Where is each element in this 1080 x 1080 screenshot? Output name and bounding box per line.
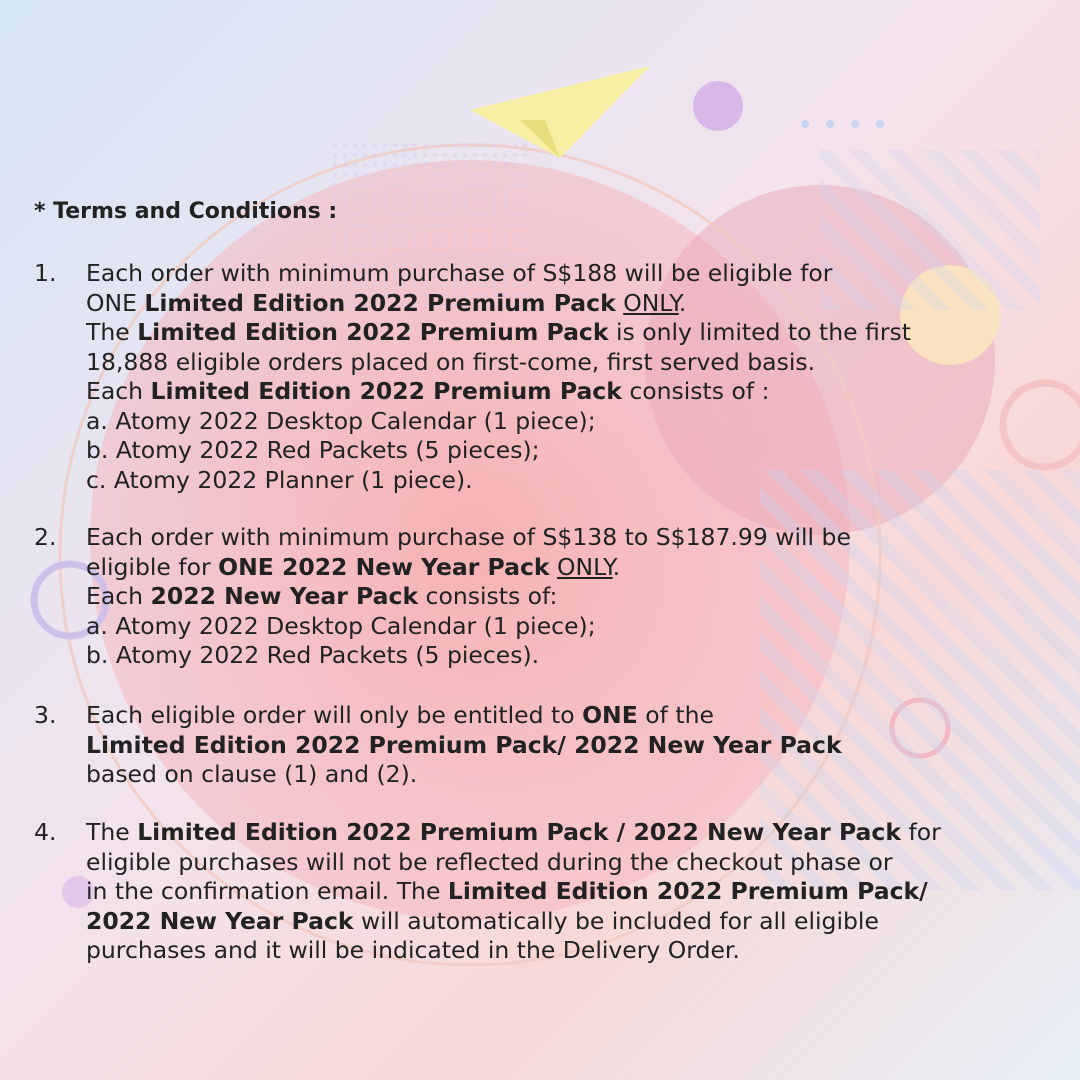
clause-line <box>86 318 1046 348</box>
text-run: b. Atomy 2022 Red Packets (5 pieces). <box>86 641 540 669</box>
text-run: Each order with minimum purchase of S$138 to S$187.99 will be <box>86 523 851 551</box>
text-run: Limited Edition 2022 Premium Pack/ <box>447 877 928 905</box>
text-run: The <box>86 318 138 346</box>
text-run: ONE <box>86 288 145 317</box>
terms-title: * Terms and Conditions : <box>34 199 338 224</box>
text-run: 2022 New Year Pack <box>150 582 419 610</box>
text-run: Limited Edition 2022 Premium Pack <box>150 377 622 405</box>
clause-line <box>86 348 1046 378</box>
clause-line <box>86 259 1046 289</box>
clause-number: 2. <box>34 523 57 551</box>
text-run: ONE 2022 New Year Pack <box>218 552 550 581</box>
clause-line <box>86 731 1046 761</box>
clause-line <box>86 407 1046 437</box>
text-run <box>550 553 557 581</box>
text-run: Limited Edition 2022 Premium Pack <box>144 288 616 317</box>
clause-body <box>86 818 1046 966</box>
clause-number: 4. <box>34 818 57 846</box>
text-run: a. Atomy 2022 Desktop Calendar (1 piece); <box>86 611 596 640</box>
text-run: ONE <box>582 701 638 729</box>
text-run: eligible purchases will not be reflected during the checkout phase or <box>86 847 893 876</box>
text-run: Each <box>86 377 151 405</box>
text-run: Each <box>86 582 151 610</box>
text-run: 2022 New Year Pack <box>86 906 354 935</box>
text-run: Limited Edition 2022 Premium Pack/ 2022 New Year Pack <box>86 730 842 759</box>
clause-line <box>86 877 1046 907</box>
text-run: in the confirmation email. The <box>86 877 448 905</box>
clause-body <box>86 523 1046 671</box>
clause-number: 3. <box>34 701 57 729</box>
text-run: Each eligible order will only be entitled to <box>86 701 583 729</box>
text-run: Limited Edition 2022 Premium Pack <box>137 318 609 346</box>
clause-line <box>86 436 1046 466</box>
text-run: The <box>86 818 138 846</box>
clause-line <box>86 641 1046 671</box>
text-run: Each order with minimum purchase of S$188 will be eligible for <box>86 259 833 287</box>
text-run: c. Atomy 2022 Planner (1 piece). <box>86 465 473 494</box>
clause-line <box>86 523 1046 553</box>
clause-number: 1. <box>34 259 57 287</box>
clause-line <box>86 582 1046 612</box>
clause-line <box>86 612 1046 642</box>
text-run: will automatically be included for all eligible <box>353 906 879 935</box>
text-run: ONLY <box>557 552 613 581</box>
text-run: Limited Edition 2022 Premium Pack / 2022 New Year Pack <box>137 818 901 846</box>
text-run: purchases and it will be indicated in the Delivery Order. <box>86 936 740 964</box>
text-run: eligible for <box>86 552 219 581</box>
text-run: for <box>900 818 941 846</box>
text-run: 18,888 eligible orders placed on first-come, first served basis. <box>86 347 816 376</box>
clause-line <box>86 701 1046 731</box>
text-run: based on clause (1) and (2). <box>86 760 418 788</box>
clause-body <box>86 701 1046 790</box>
clause-line <box>86 377 1046 407</box>
clause-line <box>86 289 1046 319</box>
clause-body <box>86 259 1046 495</box>
clause-line <box>86 466 1046 496</box>
text-run: . <box>612 552 621 581</box>
text-run: . <box>678 288 687 317</box>
clause-line <box>86 553 1046 583</box>
clause-line <box>86 936 1046 966</box>
clause-line <box>86 907 1046 937</box>
text-run: ONLY <box>623 288 679 317</box>
text-run: consists of: <box>418 582 558 610</box>
clause-line <box>86 848 1046 878</box>
clause-line <box>86 818 1046 848</box>
text-run: consists of : <box>621 377 770 405</box>
text-run: a. Atomy 2022 Desktop Calendar (1 piece); <box>86 406 596 435</box>
text-run: b. Atomy 2022 Red Packets (5 pieces); <box>86 436 540 464</box>
text-run: is only limited to the first <box>608 318 911 346</box>
text-run: of the <box>637 701 714 729</box>
clause-line <box>86 760 1046 790</box>
